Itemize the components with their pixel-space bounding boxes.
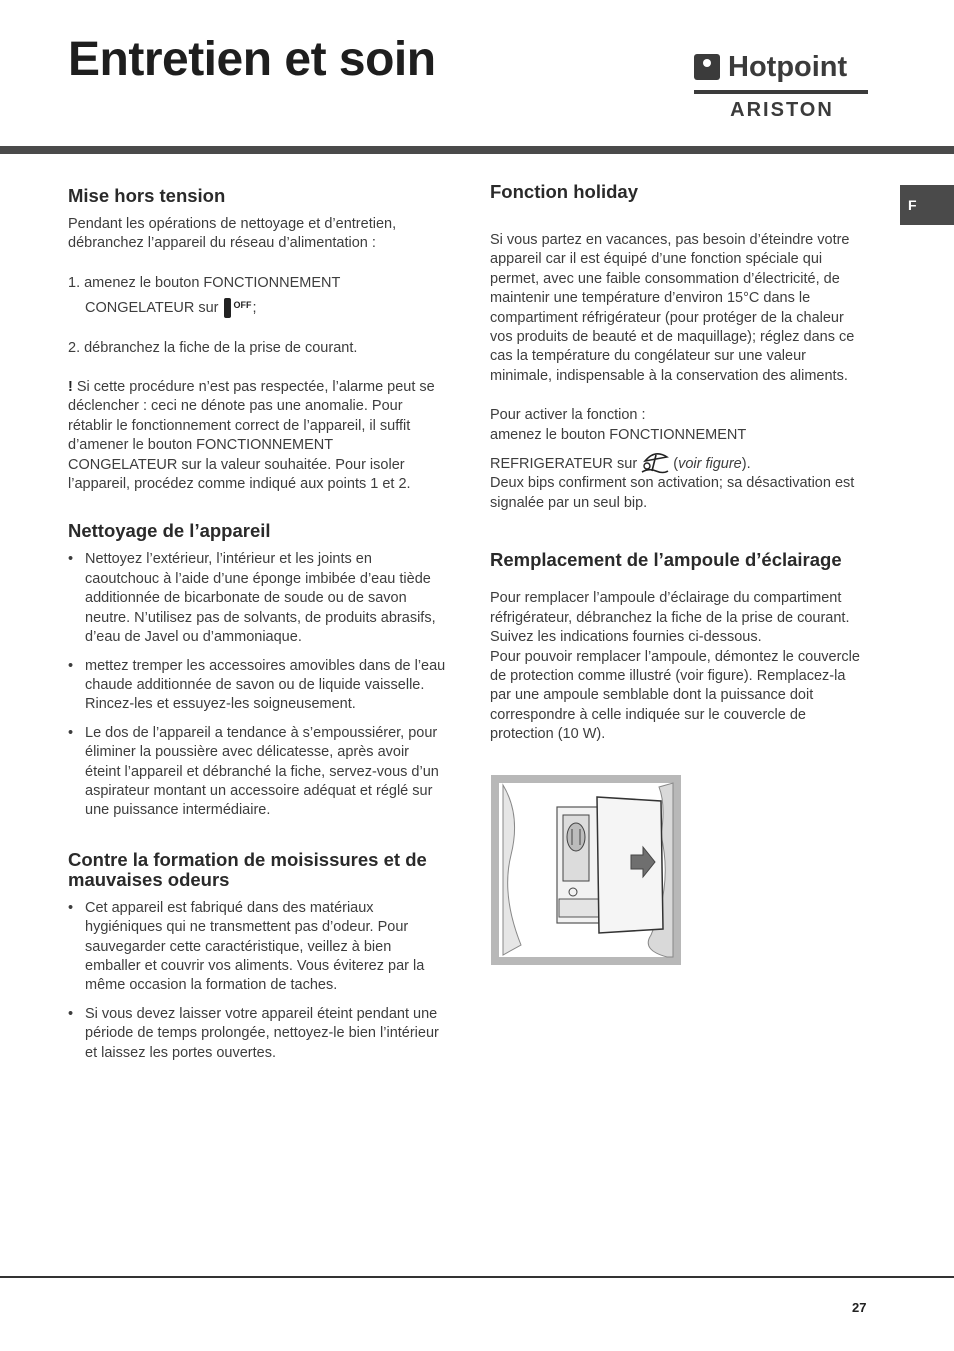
list-item: • Cet appareil est fabriqué dans des matériaux hygiéniques qui ne transmettent pas d’odeur. Pour sauvegarder cette caractéristique, veillez à bien emballer et couvrir vos aliments. Vous éviterez par la même occasion la formation de taches.	[68, 899, 446, 996]
moisissures-list	[68, 899, 446, 1063]
voir-open: (	[669, 456, 679, 473]
nettoyage-list	[68, 550, 446, 820]
section-fonction-holiday	[490, 182, 866, 513]
lamp-cover-figure	[491, 775, 681, 965]
footer-rule	[0, 1276, 954, 1278]
step-1-text: CONGELATEUR sur	[85, 300, 219, 317]
step-1-line-a: 1. amenez le bouton FONCTIONNEMENT	[68, 274, 341, 291]
activate-line-3	[490, 450, 866, 474]
brand-rule	[694, 90, 868, 94]
left-column	[68, 186, 446, 1072]
header-band	[0, 146, 954, 154]
list-item: • Nettoyez l’extérieur, l’intérieur et les joints en caoutchouc à l’aide d’une éponge imbibée d’eau tiède additionnée de bicarbonate de soude ou de savon neutre. N’utilisez pas de solvants, de produits abrasifs, d’eau de Javel ou d’ammoniaque.	[68, 550, 446, 647]
brand-square-icon	[694, 54, 720, 80]
page-title: Entretien et soin	[68, 33, 436, 86]
brand-logo	[694, 52, 870, 124]
step-1-line-b	[68, 298, 446, 318]
holiday-paragraph: Si vous partez en vacances, pas besoin d’éteindre votre appareil car il est équipé d’une fonction spéciale qui permet, avec une faible consommation d’électricité, de maintenir une température d’environ 15°C dans le compartiment réfrigérateur (pour protéger de la chaleur vos produits de beauté et de maquillage); réglez dans ce cas la température du congélateur sur une valeur minimale, indispensable à la conservation des aliments.	[490, 232, 855, 384]
voir-close: ).	[741, 456, 751, 473]
brand-name: Hotpoint	[728, 51, 848, 83]
section-ampoule	[490, 550, 866, 744]
section-heading: Mise hors tension	[68, 185, 226, 206]
brand-sub: ARISTON	[730, 99, 834, 121]
voir-figure: voir figure	[678, 456, 742, 473]
step-1-end: ;	[252, 300, 257, 317]
off-symbol-icon	[224, 298, 252, 318]
intro-text: Pendant les opérations de nettoyage et d’entretien, débranchez l’appareil du réseau d’alimentation :	[68, 216, 397, 252]
warning-mark: !	[68, 379, 73, 396]
activate-line-2: amenez le bouton FONCTIONNEMENT	[490, 426, 747, 443]
section-mise-hors-tension	[68, 186, 446, 494]
step-2: 2. débranchez la fiche de la prise de courant.	[68, 339, 358, 356]
list-item: • Le dos de l’appareil a tendance à s’empoussiérer, pour éliminer la poussière avec délicatesse, après avoir éteint l’appareil et débranché la fiche, servez-vous d’un aspirateur montant un accessoire adéquat et réglé sur une puissance intermédiaire.	[68, 724, 446, 821]
warning-text	[68, 378, 446, 494]
section-heading: Contre la formation de moisissures et de mauvaises odeurs	[68, 848, 427, 890]
list-item: • Si vous devez laisser votre appareil éteint pendant une période de temps prolongée, nettoyez-le bien l’intérieur et laissez les portes ouvertes.	[68, 1005, 446, 1063]
section-heading: Fonction holiday	[490, 181, 638, 202]
section-heading: Remplacement de l’ampoule d’éclairage	[490, 549, 842, 571]
activate-text: REFRIGERATEUR sur	[490, 456, 638, 473]
ampoule-paragraph-1: Pour remplacer l’ampoule d’éclairage du compartiment réfrigérateur, débranchez la fiche de la prise de courant. Suivez les indications fournies ci-dessous.	[490, 590, 850, 646]
page-number: 27	[852, 1300, 867, 1315]
right-column	[490, 182, 866, 745]
section-moisissures	[68, 850, 446, 1063]
bips-text: Deux bips confirment son activation; sa désactivation est signalée par un seul bip.	[490, 475, 855, 511]
section-nettoyage	[68, 521, 446, 820]
ampoule-paragraph-2: Pour pouvoir remplacer l’ampoule, démontez le couvercle de protection comme illustré (voir figure). Remplacez-la par une ampoule semblable dont la puissance doit correspondre à celle indiquée sur le couvercle de protection (10 W).	[490, 648, 860, 743]
off-label: OFF	[233, 300, 252, 311]
language-tab: F	[900, 185, 954, 225]
beach-umbrella-icon	[641, 450, 669, 474]
off-bar	[224, 298, 231, 318]
activate-line-1: Pour activer la fonction :	[490, 407, 646, 424]
lamp-cover-illustration	[491, 775, 681, 965]
warning-body: Si cette procédure n’est pas respectée, l’alarme peut se déclencher : ceci ne dénote pas une anomalie. Pour rétablir le fonctionnement correct de l’appareil, il suffit d’amener le bouton FONCTIONNEMENT CONGELATEUR sur la valeur souhaitée. Pour isoler l’appareil, procédez comme indiqué aux points 1 et 2.	[68, 379, 435, 493]
list-item: • mettez tremper les accessoires amovibles dans de l’eau chaude additionnée de savon ou de liquide vaisselle. Rincez-les et essuyez-les soigneusement.	[68, 657, 446, 715]
section-heading: Nettoyage de l’appareil	[68, 520, 271, 542]
